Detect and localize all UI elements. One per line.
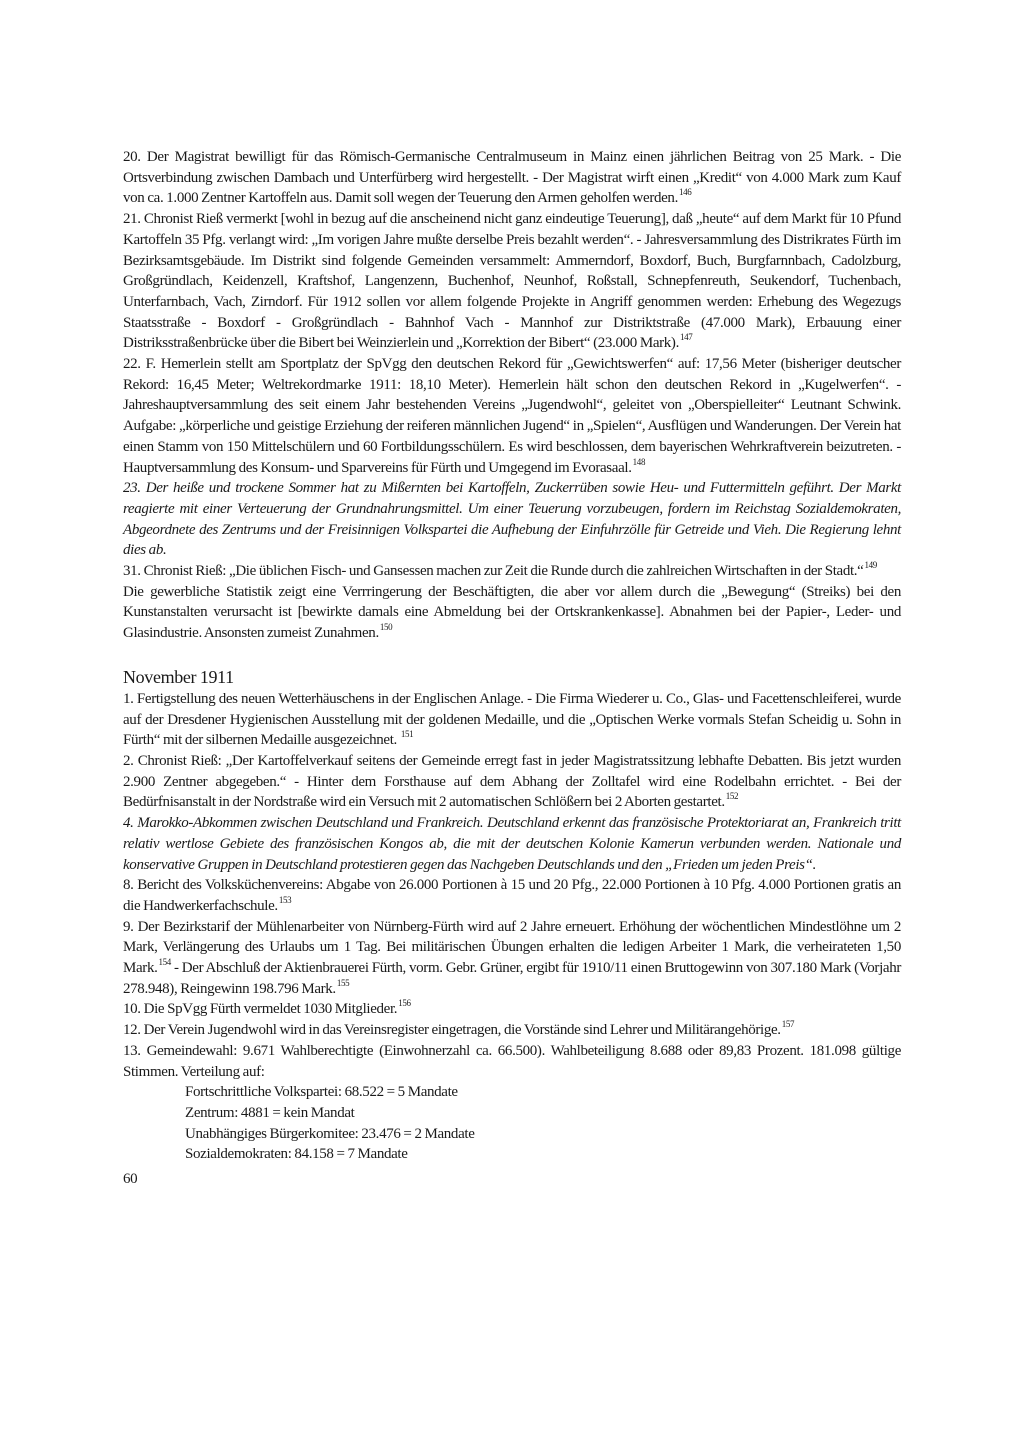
entry-text: 23. Der heiße und trockene Sommer hat zu Mißernten bei Kartoffeln, Zuckerrüben sowie Heu- und Futtermitteln geführt. Der Markt reagierte mit einer Verteuerung der Grundnahrungsmittel. Um einer Teuerung vorzubeugen, fordern im Reichstag Sozialdemokraten, Abgeordnete des Zentrums und der Freisinnigen Volkspartei die Aufhebung der Einfuhrzölle für Getreide und Vieh. Die Regierung lehnt dies ab. xyxy=(123,480,901,559)
footnote-ref: 146 xyxy=(678,187,692,198)
election-result-item: Zentrum: 4881 = kein Mandat xyxy=(185,1104,355,1121)
entry-text: 13. Gemeindewahl: 9.671 Wahlberechtigte (Einwohnerzahl ca. 66.500). Wahlbeteiligung 8.688 oder 89,83 Prozent. 181.098 gültige Stimmen. Verteilung auf: xyxy=(123,1042,901,1080)
footnote-ref: 154 xyxy=(158,957,171,968)
entry-text: 8. Bericht des Volksküchenvereins: Abgabe von 26.000 Portionen à 15 und 20 Pfg., 22.000 Portionen à 10 Pfg. 4.000 Portionen gratis an die Handwerkerfachschule. xyxy=(123,877,901,914)
footnote-ref: 147 xyxy=(679,332,693,343)
entry-text: 31. Chronist Rieß: „Die üblichen Fisch- und Gansessen machen zur Zeit die Runde durch die zahlreichen Wirtschaften in der Stadt.“ xyxy=(123,563,864,580)
entry-paragraph xyxy=(123,751,901,813)
footnote-ref: 152 xyxy=(725,791,739,802)
entry-paragraph xyxy=(123,561,901,582)
page-number: 60 xyxy=(123,1171,138,1188)
election-result-item: Unabhängiges Bürgerkomitee: 23.476 = 2 Mandate xyxy=(185,1125,475,1142)
election-result-item: Sozialdemokraten: 84.158 = 7 Mandate xyxy=(185,1146,408,1163)
entry-text: 20. Der Magistrat bewilligt für das Römisch-Germanische Centralmuseum in Mainz einen jährlichen Beitrag von 25 Mark. - Die Ortsverbindung zwischen Dambach und Unterfürberg wird hergestellt. - Der Magistrat wirft einen „Kredit“ von 4.000 Mark zum Kauf von ca. 1.000 Zentner Kartoffeln aus. Damit soll wegen der Teuerung den Armen geholfen werden. xyxy=(123,149,901,207)
entry-text: 10. Die SpVgg Fürth vermeldet 1030 Mitglieder. xyxy=(123,1001,398,1018)
entry-text: 2. Chronist Rieß: „Der Kartoffelverkauf seitens der Gemeinde erregt fast in jeder Magistratssitzung lebhafte Debatten. Bis jetzt wurden 2.900 Zentner abgegeben.“ - Hinter dem Forsthause auf dem Abhang der Zolltafel wird eine Rodelbahn errichtet. - Bei der Bedürfnisanstalt in der Nordstraße wird ein Versuch mit 2 automatischen Schlößern bei 2 Aborten gestartet. xyxy=(123,752,901,811)
election-results-list xyxy=(123,1082,901,1165)
entry-text: 21. Chronist Rieß vermerkt [wohl in bezug auf die anscheinend nicht ganz eindeutige Teuerung], daß „heute“ auf dem Markt für 10 Pfund Kartoffeln 35 Pfg. verlangt wird: „Im vorigen Jahre mußte derselbe Preis bezahlt werden“. - Jahresversammlung des Distrikrates Fürth im Bezirksamtsgebäude. Im Distrikt sind folgende Gemeinden versammelt: Ammerndorf, Boxdorf, Buch, Burgfarnnbach, Cadolzburg, Großgründlach, Keidenzell, Kraftshof, Langenzenn, Buchenhof, Neunhof, Roßstall, Schnepfenreuth, Seukendorf, Tuchenbach, Unterfarnbach, Vach, Zirndorf. Für 1912 sollen vor allem folgende Projekte in Angriff genommen werden: Erhebung des Wegezugs Staatsstraße - Boxdorf - Großgründlach - Bahnhof Vach - Mannhof zur Distriktstraße (47.000 Mark), Erbauung einer Distriksstraßenbrücke über die Bibert bei Weinzierlein und „Korrektion der Bibert“ (23.000 Mark). xyxy=(123,211,901,352)
section-heading: November 1911 xyxy=(123,666,234,687)
entry-paragraph xyxy=(123,1020,901,1041)
entry-text: 9. Der Bezirkstarif der Mühlenarbeiter von Nürnberg-Fürth wird auf 2 Jahre erneuert. Erhöhung der wöchentlichen Mindestlöhne um 2 Mark, Verlängerung des Urlaubs um 1 Tag. Bei militärischen Übungen erhalten die ledigen Arbeiter 1 Mark, die verheirateten 1,50 Mark. xyxy=(123,918,901,977)
footnote-ref: 150 xyxy=(379,622,393,633)
entry-paragraph xyxy=(123,813,901,875)
footnote-ref: 151 xyxy=(400,729,414,740)
footnote-ref: 156 xyxy=(398,998,411,1009)
entry-text: 1. Fertigstellung des neuen Wetterhäuschens in der Englischen Anlage. - Die Firma Wiederer u. Co., Glas- und Facettenschleiferei, wurde auf der Dresdener Hygienischen Ausstellung mit der goldenen Medaille, und die „Optischen Werke vormals Stefan Scheidig u. Sohn in Fürth“ mit der silbernen Medaille ausgezeichnet. xyxy=(123,690,901,749)
section-october-entries xyxy=(123,147,901,644)
entry-text: - Der Abschluß der Aktienbrauerei Fürth, vorm. Gebr. Grüner, ergibt für 1910/11 einen Bruttogewinn von 307.180 Mark (Vorjahr 278.948), Reingewinn 198.796 Mark. xyxy=(123,960,901,997)
footnote-ref: 149 xyxy=(864,560,877,571)
entry-paragraph xyxy=(123,875,901,916)
footnote-ref: 148 xyxy=(632,456,646,467)
entry-paragraph xyxy=(123,917,901,1000)
entry-paragraph xyxy=(123,689,901,751)
footnote-ref: 157 xyxy=(781,1019,795,1030)
entry-paragraph xyxy=(123,582,901,644)
entry-paragraph xyxy=(123,209,901,354)
entry-text: Die gewerbliche Statistik zeigt eine Verrringerung der Beschäftigten, die aber vor allem durch die „Bewegung“ (Streiks) bei den Kunstanstalten verursacht ist [bewirkte damals eine Abmeldung bei der Ortskrankenkasse]. Abnahmen bei der Papier-, Leder- und Glasindustrie. Ansonsten zumeist Zunahmen. xyxy=(123,583,901,642)
election-result-item: Fortschrittliche Volkspartei: 68.522 = 5 Mandate xyxy=(185,1084,458,1101)
footnote-ref: 153 xyxy=(278,894,292,905)
entry-text: 12. Der Verein Jugendwohl wird in das Vereinsregister eingetragen, die Vorstände sind Lehrer und Militärangehörige. xyxy=(123,1022,781,1039)
entry-paragraph xyxy=(123,1041,901,1082)
footnote-ref: 155 xyxy=(336,977,350,988)
entry-paragraph xyxy=(123,147,901,209)
entry-paragraph xyxy=(123,354,901,478)
section-november-entries xyxy=(123,689,901,1082)
entry-text: 4. Marokko-Abkommen zwischen Deutschland und Frankreich. Deutschland erkennt das französische Protektoriarat an, Frankreich tritt relativ wertlose Gebiete des französischen Kongos ab, die mit der deutschen Kolonie Kamerun verbunden werden. Nationale und konservative Gruppen in Deutschland protestieren gegen das Nachgeben Deutschlands und den „Frieden um jeden Preis“. xyxy=(123,815,901,873)
entry-text: 22. F. Hemerlein stellt am Sportplatz der SpVgg den deutschen Rekord für „Gewichtswerfen“ auf: 17,56 Meter (bisheriger deutscher Rekord: 16,45 Meter; Weltrekordmarke 1911: 18,10 Meter). Hemerlein hält schon den deutschen Rekord in „Kugelwerfen“. - Jahreshauptversammlung des seit einem Jahr bestehenden Vereins „Jugendwohl“, geleitet von „Oberspielleiter“ Leutnant Schwink. Aufgabe: „körperliche und geistige Erziehung der reiferen männlichen Jugend“ in „Spielen“, Ausflügen und Wanderungen. Der Verein hat einen Stamm von 150 Mittelschülern und 60 Fortbildungsschülern. Es wird beschlossen, dem bayerischen Wehrkraftverein beizutreten. - Hauptversammlung des Konsum- und Sparvereins für Fürth und Umgegend im Evorasaal. xyxy=(123,356,901,476)
entry-paragraph xyxy=(123,478,901,561)
entry-paragraph xyxy=(123,999,901,1020)
document-page xyxy=(123,147,901,1190)
